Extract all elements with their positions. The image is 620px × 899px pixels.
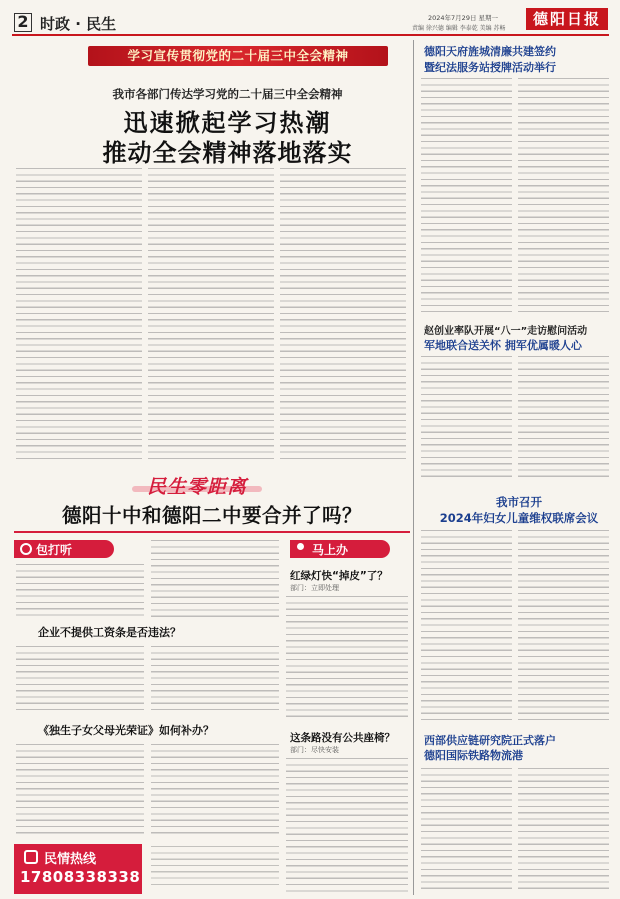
sub-question-1: 企业不提供工资条是否违法？ xyxy=(38,626,181,639)
side-story-3-body-col-2 xyxy=(518,530,609,720)
magnifier-icon xyxy=(20,543,32,555)
sub-item-3: 红绿灯快“掉皮”了？ xyxy=(290,570,388,582)
date-line: 2024年7月29日 星期一 xyxy=(428,14,499,22)
side-story-1-headline-2: 暨纪法服务站授牌活动举行 xyxy=(424,61,556,74)
people-section xyxy=(14,472,410,896)
hotline-number: 17808338338 xyxy=(20,868,141,886)
tag-mashangban-text: 马上办 xyxy=(312,543,349,557)
column-divider xyxy=(413,40,414,895)
side-story-2-headline-2: 军地联合送关怀 拥军优属暖人心 xyxy=(424,339,582,352)
sub-item-4-body xyxy=(286,758,408,892)
side-story-1-body-col-2 xyxy=(518,78,609,312)
side-story-4-headline-2: 德阳国际铁路物流港 xyxy=(424,749,523,762)
side-story-3-headline-1: 我市召开 xyxy=(496,495,542,509)
topic-banner-text: 学习宣传贯彻党的二十届三中全会精神 xyxy=(127,48,349,63)
masthead xyxy=(0,0,620,36)
tag-baodating xyxy=(14,540,114,558)
side-story-4-headline-1: 西部供应链研究院正式落户 xyxy=(424,734,556,747)
lead-body-col-2 xyxy=(148,168,274,460)
lead-body-col-3 xyxy=(280,168,406,460)
side-story-1-headline-1: 德阳天府旌城清廉共建签约 xyxy=(424,45,556,58)
side-story-2-body-col-2 xyxy=(518,356,609,482)
tag-mashangban xyxy=(290,540,390,558)
hotline-label: 民情热线 xyxy=(44,852,97,867)
side-story-4-body-col-1 xyxy=(421,768,512,892)
baodating-body-1 xyxy=(16,564,144,618)
sub-item-3-body xyxy=(286,596,408,722)
person-icon xyxy=(297,543,304,550)
people-section-logo xyxy=(132,472,262,498)
sub-item-4-dept: 部门：尽快安装 xyxy=(290,746,339,754)
lead-kicker: 我市各部门传达学习党的二十届三中全会精神 xyxy=(112,87,343,101)
side-story-2-headline-1: 赵创业率队开展“八一”走访慰问活动 xyxy=(424,326,588,337)
sub-question-1-body-a xyxy=(16,646,144,710)
side-story-1-body-col-1 xyxy=(421,78,512,312)
people-headline: 德阳十中和德阳二中要合并了吗？ xyxy=(61,504,362,527)
phone-icon xyxy=(24,850,38,864)
tag-baodating-text: 包打听 xyxy=(36,543,73,557)
side-story-2-body-col-1 xyxy=(421,356,512,482)
newspaper-logo: 德阳日报 xyxy=(526,8,608,30)
sub-question-1-body-b xyxy=(151,646,279,710)
hotline-notice xyxy=(151,846,279,890)
side-story-4-body-col-2 xyxy=(518,768,609,892)
sub-item-4: 这条路没有公共座椅？ xyxy=(290,732,395,744)
masthead-rule xyxy=(12,34,609,36)
sub-item-3-dept: 部门：立即处理 xyxy=(290,584,339,592)
logo-text: 民生零距离 xyxy=(146,476,247,498)
side-story-3-body-col-1 xyxy=(421,530,512,720)
people-headline-rule xyxy=(14,531,410,533)
side-story-3-headline-2: 2024年妇女儿童维权联席会议 xyxy=(439,511,599,525)
lead-headline-2: 推动全会精神落地落实 xyxy=(102,138,353,167)
lead-body-col-1 xyxy=(16,168,142,460)
middle-col-body xyxy=(151,540,279,618)
sub-question-2: 《独生子女父母光荣证》如何补办？ xyxy=(38,724,214,737)
lead-headline-1: 迅速掀起学习热潮 xyxy=(123,108,332,137)
sub-question-2-body-a xyxy=(16,744,144,836)
topic-banner xyxy=(88,46,388,66)
section-name: 时政 · 民生 xyxy=(40,15,117,33)
hotline-box xyxy=(14,844,142,894)
editors-line: 责编 徐兴德 编辑 李泰乾 美编 苏畅 xyxy=(412,25,506,32)
sub-question-2-body-b xyxy=(151,744,279,836)
page-number: 2 xyxy=(17,12,29,31)
